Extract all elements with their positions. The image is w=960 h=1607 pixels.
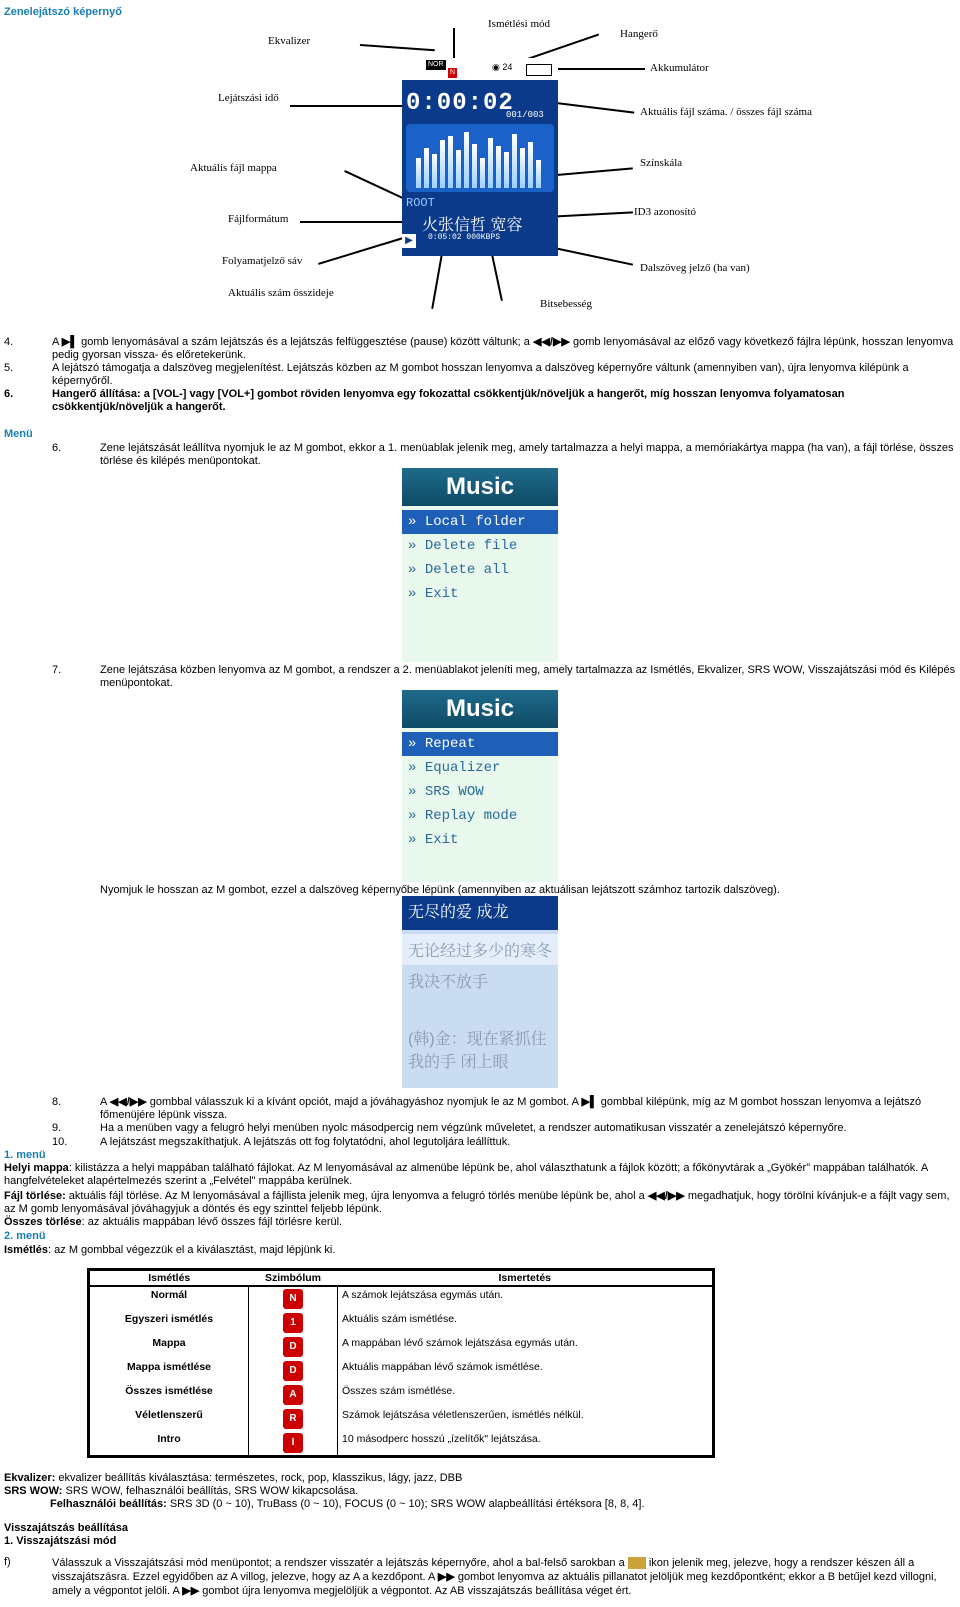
text: A lejátszó támogatja a dalszöveg megjelenítést. Lejátszás közben az M gombot hosszan lenyomva a dalszöveg képernyőre váltunk (amennyiben van), újra lenyomva kilépünk a képernyőről.	[52, 362, 909, 387]
spectrum-bar	[464, 132, 469, 188]
lyrics-line: 无论经过多少的寒冬	[402, 934, 558, 965]
callout-line	[360, 44, 435, 51]
random-icon: R	[283, 1409, 303, 1429]
menu-item[interactable]: » Exit	[408, 586, 459, 602]
play-pause-icon: ▶▌	[61, 336, 79, 348]
table-header	[89, 1270, 714, 1287]
label-play-time: Lejátszási idő	[218, 92, 279, 104]
para-felhasznaloi: Felhasználói beállítás: SRS 3D (0 ~ 10), TruBass (0 ~ 10), FOCUS (0 ~ 10); SRS WOW alapbeállítási értéksora [8, 8, 4].	[50, 1498, 645, 1510]
menu-item[interactable]: » Equalizer	[408, 760, 501, 776]
play-time: 0:00:02	[406, 90, 514, 117]
menu-title: Music	[402, 468, 558, 506]
num: 10.	[52, 1136, 68, 1148]
lyrics-screen	[402, 896, 558, 1088]
para-osszes: Összes törlése: az aktuális mappában lévő összes fájl törlésre kerül.	[4, 1216, 343, 1228]
spectrum-bar	[456, 150, 461, 188]
eq-icon: NOR	[428, 61, 444, 68]
table-row: Normál N A számok lejátszása egymás után.	[89, 1286, 714, 1311]
folder-repeat-icon: D	[283, 1361, 303, 1381]
section-heading: Visszajátszás beállítása	[4, 1522, 128, 1534]
para-lyrics: Nyomjuk le hosszan az M gombot, ezzel a dalszöveg képernyőbe lépünk (amennyiben az aktuálisan lejátszott számhoz tartozik dalszöveg).	[100, 884, 780, 896]
para-ismetles: Ismétlés: az M gombbal végezzük el a kiválasztást, majd lépjünk ki.	[4, 1244, 336, 1256]
menu-item[interactable]: » Repeat	[402, 732, 558, 756]
menu-item[interactable]: » SRS WOW	[408, 784, 484, 800]
label-folder: Aktuális fájl mappa	[190, 162, 277, 174]
folder-icon: D	[283, 1337, 303, 1357]
label-progress: Folyamatjelző sáv	[222, 255, 303, 267]
spectrum-bar	[512, 134, 517, 188]
callout-line	[318, 237, 405, 265]
spectrum	[406, 124, 554, 192]
label-spectrum: Színskála	[640, 157, 683, 169]
label-lyric: Dalszöveg jelző (ha van)	[640, 262, 750, 274]
num: 5.	[4, 362, 14, 374]
table-row: Mappa D A mappában lévő számok lejátszása egymás után.	[89, 1335, 714, 1359]
spectrum-bar	[520, 148, 525, 188]
menu-heading: Menü	[4, 428, 33, 440]
col-header: Ismertetés	[338, 1270, 714, 1287]
menu-1	[402, 468, 558, 662]
repeat-icon: N	[450, 69, 456, 76]
label-id3: ID3 azonosító	[634, 206, 697, 218]
col-header: Ismétlés	[89, 1270, 249, 1287]
next-icon: ▶▶	[437, 1571, 455, 1583]
label-battery: Akkumulátor	[650, 62, 709, 74]
num: 4.	[4, 336, 14, 348]
prev-next-icon: ◀◀/▶▶	[532, 336, 570, 348]
play-icon: ▶	[402, 234, 416, 248]
para-srs: SRS WOW: SRS WOW, felhasználói beállítás, SRS WOW kikapcsolása.	[4, 1485, 359, 1497]
spectrum-bar	[416, 158, 421, 188]
status-bar	[402, 58, 558, 80]
label-total: Aktuális szám összideje	[228, 287, 334, 299]
para-fajl: Fájl törlése: aktuális fájl törlése. Az M lenyomásával a fájllista jelenik meg, újra lenyomva a felugró törlés menübe lépünk be, ahol a ◀◀/▶▶ megadhatjuk, hogy törölni kívánjuk-e a fájlt vagy sem, az M gomb lenyomásával jóváhagyjuk a döntés és egy szinttel feljebb lépünk.	[4, 1190, 950, 1215]
repeat-all-icon: A	[283, 1385, 303, 1405]
volume-icon: ◉ 24	[492, 62, 513, 72]
text: Hangerő állítása: a [VOL-] vagy [VOL+] gombot röviden lenyomva egy fokozattal csökkentjük/növeljük a hangerőt, míg hosszan lenyomva folyamatosan csökkentjük/növeljük a hangerőt.	[52, 388, 845, 413]
callout-line	[344, 170, 404, 199]
section-heading: 1. menü	[4, 1149, 46, 1161]
table-row: Véletlenszerű R Számok lejátszása véletlenszerűen, ismétlés nélkül.	[89, 1407, 714, 1431]
spectrum-bar	[448, 136, 453, 188]
spectrum-bar	[480, 158, 485, 188]
table-row: Mappa ismétlése D Aktuális mappában lévő számok ismétlése.	[89, 1359, 714, 1383]
text: A	[100, 1096, 107, 1108]
label-volume: Hangerő	[620, 28, 658, 40]
num: 6.	[52, 442, 62, 454]
spectrum-bar	[536, 160, 541, 188]
para-helyi: Helyi mappa: kilistázza a helyi mappában található fájlokat. Az M lenyomásával az almenübe lépünk be, ahol választhatunk a fájlok között; a főkönyvtárak a „Gyökér" mappában találhatók. A hangfelvételeket alapértelmezés szerint a „Felvétel" mappába kerülnek.	[4, 1162, 928, 1187]
col-header: Szimbólum	[249, 1270, 338, 1287]
spectrum-bar	[504, 152, 509, 188]
lyrics-title: 无尽的爱 成龙	[402, 896, 558, 930]
prev-next-icon: ◀◀/▶▶	[109, 1096, 147, 1108]
repeat-normal-icon: N	[283, 1289, 303, 1309]
spectrum-bar	[528, 142, 533, 188]
label-repeat-mode: Ismétlési mód	[488, 18, 551, 30]
folder-name: ROOT	[406, 196, 435, 210]
spectrum-bar	[496, 146, 501, 188]
para-4	[4, 336, 956, 361]
intro-icon: I	[283, 1433, 303, 1453]
menu-item[interactable]: » Delete file	[408, 538, 518, 554]
table-row: Összes ismétlése A Összes szám ismétlése.	[89, 1383, 714, 1407]
spectrum-bar	[440, 140, 445, 188]
menu-item[interactable]: » Delete all	[408, 562, 509, 578]
callout-line	[300, 221, 402, 223]
play-pause-icon: ▶▌	[581, 1096, 598, 1108]
lyrics-line: (韩)金：现在紧抓住我的手 闭上眼	[408, 1031, 547, 1071]
label-format: Fájlformátum	[228, 213, 289, 225]
prev-next-icon: ◀◀/▶▶	[647, 1190, 685, 1202]
num: 8.	[52, 1096, 62, 1108]
replay-icon	[628, 1557, 646, 1569]
section-heading: 1. Visszajátszási mód	[4, 1535, 117, 1547]
para-m9: Ha a menüben vagy a felugró helyi menüben nyolc másodpercig nem végzünk műveletet, a rendszer automatikusan visszatér a zenelejátszó képernyőre.	[100, 1122, 847, 1134]
spectrum-bar	[488, 138, 493, 188]
player-screen	[402, 58, 558, 256]
next-icon: ▶▶	[182, 1585, 200, 1597]
para-m6: Zene lejátszását leállítva nyomjuk le az M gombot, ekkor a 1. menüablak jelenik meg, amely tartalmazza a helyi mappa, a memóriakártya mappa (ha van), a fájl törlése, összes törlése és kilépés menüpontokat.	[100, 442, 954, 467]
spectrum-bar	[424, 148, 429, 188]
menu-title: Music	[402, 690, 558, 728]
num: 7.	[52, 664, 62, 676]
para-m8	[100, 1096, 956, 1122]
para-f: Válasszuk a Visszajátszási mód menüpontot; a rendszer visszatér a lejátszás képernyőre, ahol a bal-felső sarokban a ikon jelenik meg, jelezve, hogy a rendszer készen áll a visszajátszásra. Ezzel egyidőben az A villog, jelezve, hogy az A a kezdőpont. A ▶▶ gombot lenyomva az aktuális pillanatot jelöljük meg kezdőpontként; ekkor a B betűjel kezd villogni, amely a végpontot jelöli. A ▶▶ gombot újra lenyomva megjelöljük a végpontot. Az AB visszajátszás beállítása véget ért.	[52, 1557, 937, 1597]
battery-icon	[526, 64, 552, 76]
table-row: Egyszeri ismétlés 1 Aktuális szám ismétlése.	[89, 1311, 714, 1335]
file-count: 001/003	[506, 110, 544, 120]
label-bitrate: Bitsebesség	[540, 298, 592, 310]
text: gomb lenyomásával a szám lejátszás és a lejátszás felfüggesztése (pause) között váltunk; a	[81, 336, 530, 348]
spectrum-bar	[432, 154, 437, 188]
num: 9.	[52, 1122, 62, 1134]
callout-line	[290, 105, 402, 107]
menu-item[interactable]: » Replay mode	[408, 808, 518, 824]
table-row: Intro I 10 másodperc hosszú „ízelítők" lejátszása.	[89, 1431, 714, 1457]
para-m10: A lejátszást megszakíthatjuk. A lejátszás ott fog folytatódni, ahol legutoljára leállíttuk.	[100, 1136, 511, 1148]
num: 6.	[4, 388, 14, 400]
spectrum-bar	[472, 144, 477, 188]
repeat-one-icon: 1	[283, 1313, 303, 1333]
menu-2	[402, 690, 558, 882]
page-title: Zenelejátszó képernyő	[4, 6, 122, 18]
text: gombbal kilépünk, míg az M gombot hosszan lenyomva a lejátszó főmenüjére lépünk vissza.	[100, 1096, 922, 1121]
callout-line	[545, 167, 633, 176]
id3-tag: 火张信哲 宽容	[422, 217, 523, 234]
para-m7: Zene lejátszása közben lenyomva az M gombot, a rendszer a 2. menüablakot jeleníti meg, amely tartalmazza az Ismétlés, Ekvalizer, SRS WOW, Visszajátszási mód és Kilépés menüpontokat.	[100, 664, 956, 689]
label-file-num: Aktuális fájl száma. / összes fájl száma	[640, 106, 812, 118]
section-heading: 2. menü	[4, 1230, 46, 1242]
text: gomb lenyomásával az előző vagy következő fájlra lépünk, hosszan lenyomva pedig gyorsan vissza- és előretekerünk.	[52, 336, 954, 361]
para-5	[4, 362, 956, 387]
repeat-table	[87, 1268, 715, 1458]
text: gombbal válasszuk ki a kívánt opciót, majd a jóváhagyáshoz nyomjuk le az M gombot. A	[149, 1096, 579, 1108]
para-ekvalizer: Ekvalizer: ekvalizer beállítás kiválasztása: természetes, rock, pop, klasszikus, lágy, jazz, DBB	[4, 1472, 463, 1484]
callout-line	[545, 211, 633, 217]
text: A	[52, 336, 59, 348]
progress-info: 0:05:02 000KBPS	[428, 233, 501, 242]
menu-item[interactable]: » Local folder	[402, 510, 558, 534]
para-6	[4, 388, 956, 413]
num: f)	[4, 1556, 11, 1568]
label-equalizer: Ekvalizer	[268, 35, 311, 47]
menu-item[interactable]: » Exit	[408, 832, 459, 848]
lyrics-line: 我决不放手	[408, 974, 489, 991]
